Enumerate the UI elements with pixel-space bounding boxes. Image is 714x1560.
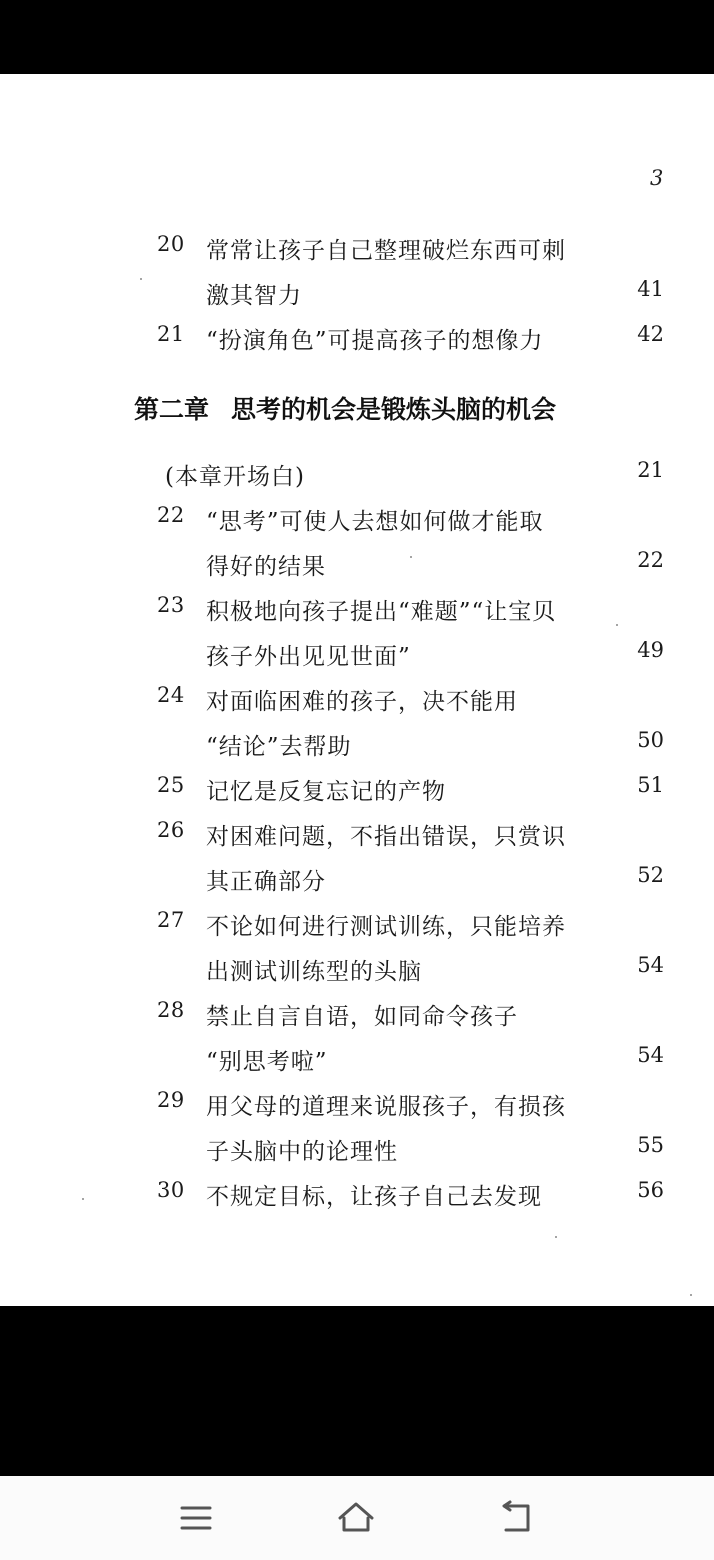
back-button[interactable]: [492, 1494, 540, 1542]
toc-entry-continuation: [0, 863, 714, 903]
entry-page: 22: [637, 548, 664, 572]
entry-page: 52: [637, 863, 664, 887]
scan-speck: [410, 556, 412, 558]
entry-title: 激其智力: [206, 283, 302, 309]
entry-page: 50: [637, 728, 664, 752]
entry-title: 其正确部分: [206, 869, 326, 895]
toc-prologue: [0, 458, 714, 498]
entry-title: 记忆是反复忘记的产物: [206, 779, 446, 805]
entry-page: 54: [637, 1043, 664, 1067]
scan-speck: [82, 1198, 84, 1200]
toc-entry-continuation: [0, 277, 714, 317]
toc-entry-continuation: [0, 548, 714, 588]
chapter-label: 第二章: [134, 395, 210, 424]
scan-speck: [690, 1294, 692, 1296]
toc-entry-continuation: [0, 1043, 714, 1083]
toc-entry-continuation: [0, 953, 714, 993]
home-button[interactable]: [332, 1494, 380, 1542]
entry-number: 26: [157, 818, 185, 842]
entry-title: 积极地向孩子提出“难题”“让宝贝: [206, 599, 557, 625]
entry-title: 禁止自言自语，如同命令孩子: [206, 1004, 518, 1030]
toc-entry: [0, 593, 714, 633]
entry-title: 出测试训练型的头脑: [206, 959, 422, 985]
toc-entry: [0, 322, 714, 362]
entry-number: 22: [157, 503, 185, 527]
scan-speck: [616, 624, 618, 626]
entry-title: “扮演角色”可提高孩子的想像力: [206, 328, 544, 354]
chapter-heading: [134, 390, 556, 426]
page-number: 3: [650, 166, 664, 190]
prologue-title: (本章开场白): [165, 464, 305, 490]
entry-title: 对面临困难的孩子，决不能用: [206, 689, 518, 715]
entry-title: “结论”去帮助: [206, 734, 352, 760]
toc-entry: [0, 683, 714, 723]
toc-entry-continuation: [0, 638, 714, 678]
entry-title: 不论如何进行测试训练，只能培养: [206, 914, 566, 940]
entry-title: 孩子外出见见世面”: [206, 644, 411, 670]
entry-title: 不规定目标，让孩子自己去发现: [206, 1184, 542, 1210]
scan-speck: [140, 278, 142, 280]
toc-entry: [0, 1178, 714, 1218]
system-navigation-bar: [0, 1476, 714, 1560]
toc-entry: [0, 1088, 714, 1128]
toc-entry: [0, 503, 714, 543]
entry-page: 42: [637, 322, 664, 346]
entry-page: 49: [637, 638, 664, 662]
top-black-bar: [0, 0, 714, 74]
toc-entry: [0, 908, 714, 948]
entry-title: 对困难问题，不指出错误，只赏识: [206, 824, 566, 850]
entry-number: 20: [157, 232, 185, 256]
toc-entry-continuation: [0, 728, 714, 768]
chapter-title: 思考的机会是锻炼头脑的机会: [231, 395, 557, 424]
toc-entry-continuation: [0, 1133, 714, 1173]
entry-title: 得好的结果: [206, 554, 326, 580]
entry-page: 56: [637, 1178, 664, 1202]
recent-apps-button[interactable]: [172, 1494, 220, 1542]
entry-page: 51: [637, 773, 664, 797]
back-icon: [492, 1494, 540, 1542]
entry-number: 29: [157, 1088, 185, 1112]
scan-speck: [555, 1236, 557, 1238]
toc-entry: [0, 232, 714, 272]
menu-icon: [172, 1494, 220, 1542]
entry-page: 41: [637, 277, 664, 301]
entry-number: 25: [157, 773, 185, 797]
toc-entry: [0, 998, 714, 1038]
entry-number: 24: [157, 683, 185, 707]
entry-title: 子头脑中的论理性: [206, 1139, 398, 1165]
document-page: [0, 74, 714, 1306]
entry-number: 28: [157, 998, 185, 1022]
toc-entry: [0, 773, 714, 813]
home-icon: [332, 1494, 380, 1542]
entry-title: “别思考啦”: [206, 1049, 328, 1075]
entry-number: 21: [157, 322, 185, 346]
entry-page: 21: [637, 458, 664, 482]
entry-number: 27: [157, 908, 185, 932]
entry-page: 54: [637, 953, 664, 977]
entry-title: 常常让孩子自己整理破烂东西可刺: [206, 238, 566, 264]
entry-title: 用父母的道理来说服孩子，有损孩: [206, 1094, 566, 1120]
entry-number: 23: [157, 593, 185, 617]
toc-entry: [0, 818, 714, 858]
entry-page: 55: [637, 1133, 664, 1157]
bottom-black-bar: [0, 1306, 714, 1476]
entry-title: “思考”可使人去想如何做才能取: [206, 509, 544, 535]
entry-number: 30: [157, 1178, 185, 1202]
